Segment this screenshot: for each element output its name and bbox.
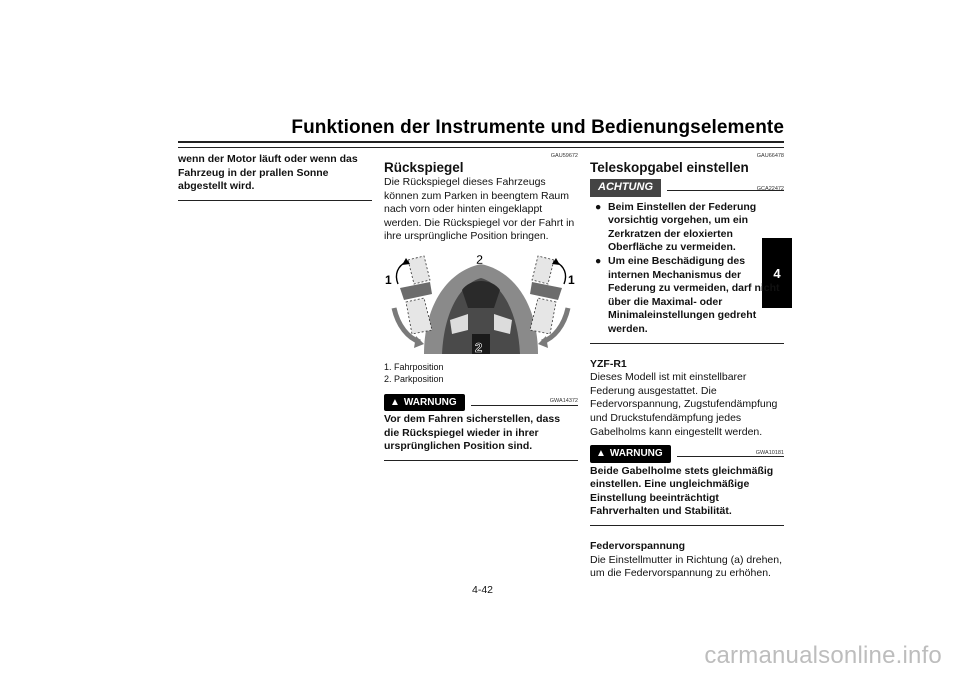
section-heading-mirrors: Rückspiegel (384, 160, 464, 175)
bullet-icon: ● (595, 254, 602, 267)
caution-item: ● Beim Einstellen der Federung vorsichtig vorgehen, um ein Zerkratzen der eloxierten Oberfläche zu vermeiden. (595, 200, 757, 254)
warning-end-rule (384, 460, 578, 461)
caution-item: ● Um eine Beschädigung des internen Mechanismus der Federung zu vermeiden, darf nicht über die Maximal- oder Minimaleinstellungen gedreht werden. (595, 254, 780, 335)
bullet-icon: ● (595, 200, 602, 213)
mirror-figure (384, 250, 578, 359)
warning-triangle-icon: ▲ (390, 396, 400, 408)
motorcycle-mirror-illustration (384, 250, 578, 354)
warning-end-rule (590, 525, 784, 526)
fork-warning-text: Beide Gabelholme stets gleichmäßig einstellen. Eine ungleichmäßige Einstellung beeinträchtigt Fahrverhalten und Stabilität. (590, 464, 774, 518)
figure-legend (384, 361, 578, 386)
warning-label: WARNUNG (403, 396, 457, 408)
section-heading-fork: Teleskopgabel einstellen (590, 160, 749, 175)
section-code: GAU59672 (550, 153, 578, 159)
column-2 (384, 153, 578, 461)
callout-1-left: 1 (385, 272, 392, 287)
callout-2-top: 2 (476, 251, 484, 267)
preload-text: Die Einstellmutter in Richtung (a) drehen, um die Federvorspannung zu erhöhen. (590, 553, 783, 580)
warning-end-rule (178, 200, 372, 201)
callout-2-bottom: 2 (475, 339, 483, 354)
legend-item: 2. Parkposition (384, 374, 444, 385)
column-1 (178, 153, 372, 201)
model-text: Dieses Modell ist mit einstellbarer Federung ausgestattet. Die Federvorspannung, Zugstufendämpfung und Druckstufendämpfung jedes Gabelholms kann eingestellt werden. (590, 371, 778, 438)
warning-badge (590, 445, 671, 463)
warning-triangle-icon: ▲ (596, 448, 606, 460)
mirrors-body: Die Rückspiegel dieses Fahrzeugs können zum Parken in beengtem Raum nach vorn oder hinten eingeklappt werden. Die Rückspiegel vor der Fahrt in ihre ursprüngliche Position bringen. (384, 176, 575, 243)
title-rule (178, 141, 784, 148)
caution-badge: ACHTUNG (590, 179, 661, 197)
page-number: 4-42 (472, 584, 494, 596)
warning-code: GWA14372 (549, 398, 578, 405)
legend-item: 1. Fahrposition (384, 361, 444, 372)
callout-1-right: 1 (568, 272, 575, 287)
warning-badge (384, 394, 465, 412)
warning-code: GWA10181 (755, 449, 784, 456)
model-heading: YZF-R1 (590, 357, 627, 370)
chapter-tab: 4 (762, 238, 792, 308)
caution-list (590, 201, 784, 337)
warning-label: WARNUNG (609, 448, 663, 460)
section-code: GAU66478 (756, 153, 784, 159)
continued-warning-text: wenn der Motor läuft oder wenn das Fahrzeug in der prallen Sonne abgestellt wird. (178, 153, 358, 193)
caution-code: GCA22472 (756, 185, 784, 192)
caution-end-rule (590, 343, 784, 344)
page-title: Funktionen der Instrumente und Bedienungselemente (291, 117, 784, 138)
mirrors-warning-text: Vor dem Fahren sicherstellen, dass die Rückspiegel wieder in ihrer ursprünglichen Position sind. (384, 413, 561, 453)
column-3 (590, 153, 784, 581)
watermark: carmanualsonline.info (704, 642, 942, 669)
preload-heading: Federvorspannung (590, 540, 686, 553)
